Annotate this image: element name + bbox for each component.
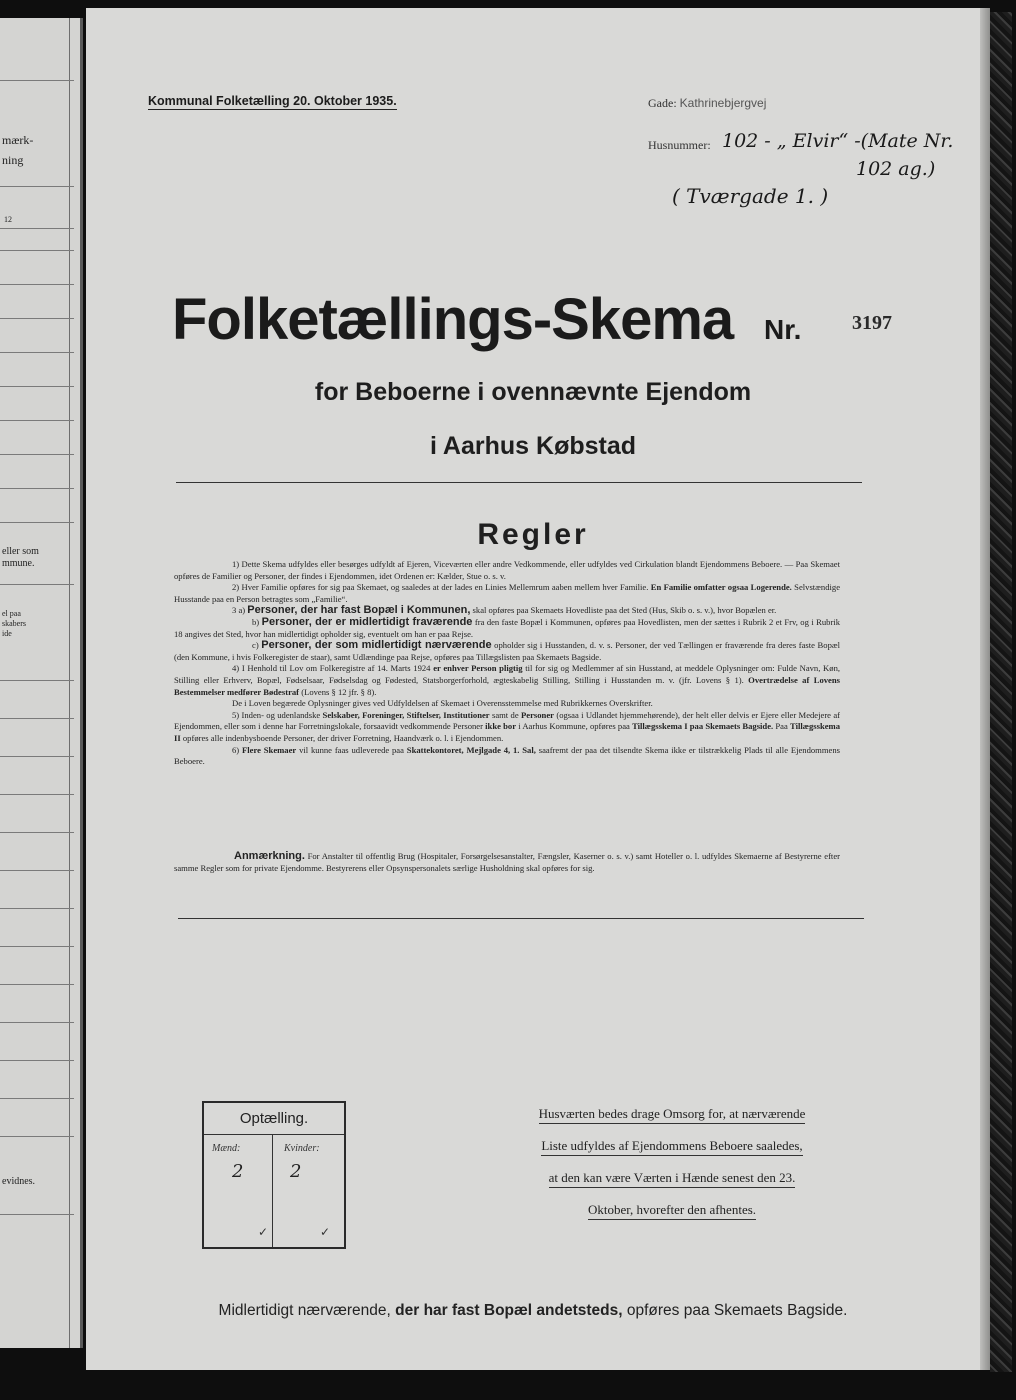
count-box-title: Optælling. (239, 1110, 309, 1127)
men-label: Mænd: (212, 1143, 241, 1154)
rule-4: 4) I Henhold til Lov om Folkeregistre af 14. Marts 1924 er enhver Person pligtig til for sig og Medlemmer af sin Husstand, at meddele Oplysninger om: Fulde Navn, Køn, Stilling eller Erhverv, Bopæl, Fødselsaar, Fødselsdag og Fødested, Statsborgerforhold, ægteskabelig Stilling, Stilling i Husstanden m. v. (jfr. Lovens § 1). Overtrædelse af Lovens Bestemmelser medfører Bødestraf (Lovens § 12 jfr. § 8). (174, 663, 841, 697)
census-form-page (86, 8, 980, 1370)
row-rule (0, 832, 74, 833)
rule-3c: c) Personer, der som midlertidigt nærværende opholder sig i Husstanden, d. v. s. Personer, der ved Tællingen er fraværende fra deres faste Bopæl (den Kommune, i hvis Folkeregister de staar), samt Udlændinge paa Rejse, opføres paa Tillægslisten paa Skemaets Bagside. (174, 639, 840, 662)
left-page-fragment: evidnes. (2, 1176, 36, 1187)
row-rule (0, 488, 74, 489)
left-page-fragment: ning (2, 153, 24, 167)
census-heading: Kommunal Folketælling 20. Oktober 1935. (148, 94, 397, 108)
footer-note: Midlertidigt nærværende, der har fast Bopæl andetsteds, opføres paa Skemaets Bagside. (218, 1302, 848, 1319)
form-title: Folketællings-Skema (172, 287, 734, 352)
previous-page-edge (0, 18, 83, 1348)
left-page-fragment: mmune. (2, 558, 35, 569)
row-rule (0, 756, 74, 757)
row-rule (0, 1022, 74, 1023)
street-field (648, 96, 766, 111)
handwritten-house-number: 102 - „ Elvir“ -(Mate Nr. (722, 130, 954, 152)
rule-5: 5) Inden- og udenlandske Selskaber, Foreninger, Stiftelser, Institutioner samt de Personer (ogsaa i Udlandet hjemmehørende), der helt eller delvis er Ejere eller Medejere af Ejendommen, eller som i denne har Forretningslokale, forsaavidt vedkommende Personer ikke bor i Aarhus Kommune, opføres paa Tillægsskema I paa Skemaets Bagside. Paa Tillægsskema II opføres alle indenbysboende Personer, der driver Forretning, Haandværk o. l. i Ejendommen. (174, 709, 841, 743)
row-rule (0, 186, 74, 187)
row-rule (0, 584, 74, 585)
count-box-column-divider (272, 1134, 273, 1247)
form-location: i Aarhus Købstad (429, 432, 637, 460)
notice-line: Husværten bedes drage Omsorg for, at nærværende (539, 1106, 806, 1124)
divider (178, 918, 864, 919)
column-line (69, 18, 70, 1348)
schema-number: 3197 (852, 312, 892, 334)
row-rule (0, 250, 74, 251)
row-rule (0, 1060, 74, 1061)
street-value: Kathrinebjergvej (679, 96, 767, 110)
notice-line: Liste udfyldes af Ejendommens Beboere saaledes, (541, 1138, 802, 1156)
row-rule (0, 522, 74, 523)
women-label: Kvinder: (284, 1143, 320, 1154)
row-rule (0, 284, 74, 285)
rule-1: 1) Dette Skema udfyldes eller besørges udfyldt af Ejeren, Viceværten eller andre Vedkommende, eller udfyldes ved Cirkulation blandt Ejendommens Beboere. — Paa Skemaet opføres de Familier og Personer, der findes i Ejendommen, idet Ordenen er: Kælder, Stue o. s. v. (174, 559, 840, 581)
handwritten-house-number-cont: 102 ag.) (856, 158, 936, 180)
row-rule (0, 420, 74, 421)
remark-paragraph (174, 851, 840, 874)
row-rule (0, 80, 74, 81)
street-label: Gade: (648, 96, 677, 110)
row-rule (0, 352, 74, 353)
left-page-fragment: mærk- (2, 133, 34, 147)
row-rule (0, 680, 74, 681)
men-count: 2 (232, 1161, 244, 1182)
number-label: Nr. (764, 314, 802, 345)
row-rule (0, 794, 74, 795)
women-count: 2 (290, 1161, 302, 1182)
left-page-fragment: skabers (2, 619, 26, 628)
page-edge (980, 8, 990, 1370)
left-page-fragment: el paa (2, 609, 21, 618)
handwritten-note: ( Tværgade 1. ) (672, 184, 829, 208)
rule-6: 6) Flere Skemaer vil kunne faas udleverede paa Skattekontoret, Mejlgade 4, 1. Sal, saafremt der paa det tilsendte Skema ikke er tilstrækkelig Plads til alle Ejendommens Beboere. (174, 744, 841, 767)
remark-label: Anmærkning. (234, 850, 305, 862)
rule-3a: 3 a) Personer, der har fast Bopæl i Kommunen, skal opføres paa Skemaets Hovedliste paa det Sted (Hus, Skib o. s. v.), hvor Bopælen er. (232, 604, 777, 617)
remark-text: For Anstalter til offentlig Brug (Hospitaler, Forsørgelsesanstalter, Fængsler, Kaserner o. s. v.) samt Hoteller o. l. udfyldes Skemaerne af Bestyrerne efter samme Regler som for private Ejendomme. Bestyrerens eller Opsynspersonalets særlige Husholdning skal opføres for sig. (174, 851, 840, 873)
count-box-divider (204, 1134, 344, 1135)
rules-heading: Regler (477, 518, 589, 551)
left-page-fragment: eller som (2, 546, 39, 557)
row-rule (0, 718, 74, 719)
book-binding (990, 12, 1012, 1372)
row-rule (0, 984, 74, 985)
house-number-label: Husnummer: (648, 138, 711, 152)
notice-line: Oktober, hvorefter den afhentes. (588, 1202, 756, 1220)
count-box (202, 1101, 346, 1249)
row-rule (0, 1214, 74, 1215)
rule-4-note: De i Loven begærede Oplysninger gives ved Udfyldelsen af Skemaet i Overensstemmelse med Rubrikkernes Overskrifter. (232, 698, 653, 709)
row-rule (0, 870, 74, 871)
check-mark: ✓ (258, 1225, 269, 1239)
row-rule (0, 318, 74, 319)
rules-body (174, 559, 840, 768)
notice-line: at den kan være Værten i Hænde senest den 23. (549, 1170, 796, 1188)
form-subtitle: for Beboerne i ovennævnte Ejendom (314, 378, 752, 406)
check-mark: ✓ (320, 1225, 331, 1239)
row-rule (0, 386, 74, 387)
row-rule (0, 1136, 74, 1137)
row-rule (0, 1098, 74, 1099)
row-rule (0, 228, 74, 229)
row-rule (0, 908, 74, 909)
row-rule (0, 946, 74, 947)
left-page-fragment: ide (2, 629, 12, 638)
row-rule (0, 454, 74, 455)
rule-3b: b) Personer, der er midlertidigt fraværende fra den faste Bopæl i Kommunen, opføres paa Hovedlisten, men der sættes i Rubrik 2 et Frv, og i Rubrik 18 angives det Sted, hvor han midlertidigt opholder sig, eventuelt om han er paa Rejse. (174, 615, 841, 639)
rule-2: 2) Hver Familie opføres for sig paa Skemaet, og saaledes at der lades en Linies Mellemrum aaben mellem hver Familie. En Familie omfatter ogsaa Logerende. Selvstændige Husstande paa en Person betragtes som „Familie“. (174, 582, 841, 604)
divider (176, 482, 862, 483)
left-page-fragment: 12 (4, 215, 12, 224)
landlord-notice (502, 1106, 842, 1234)
